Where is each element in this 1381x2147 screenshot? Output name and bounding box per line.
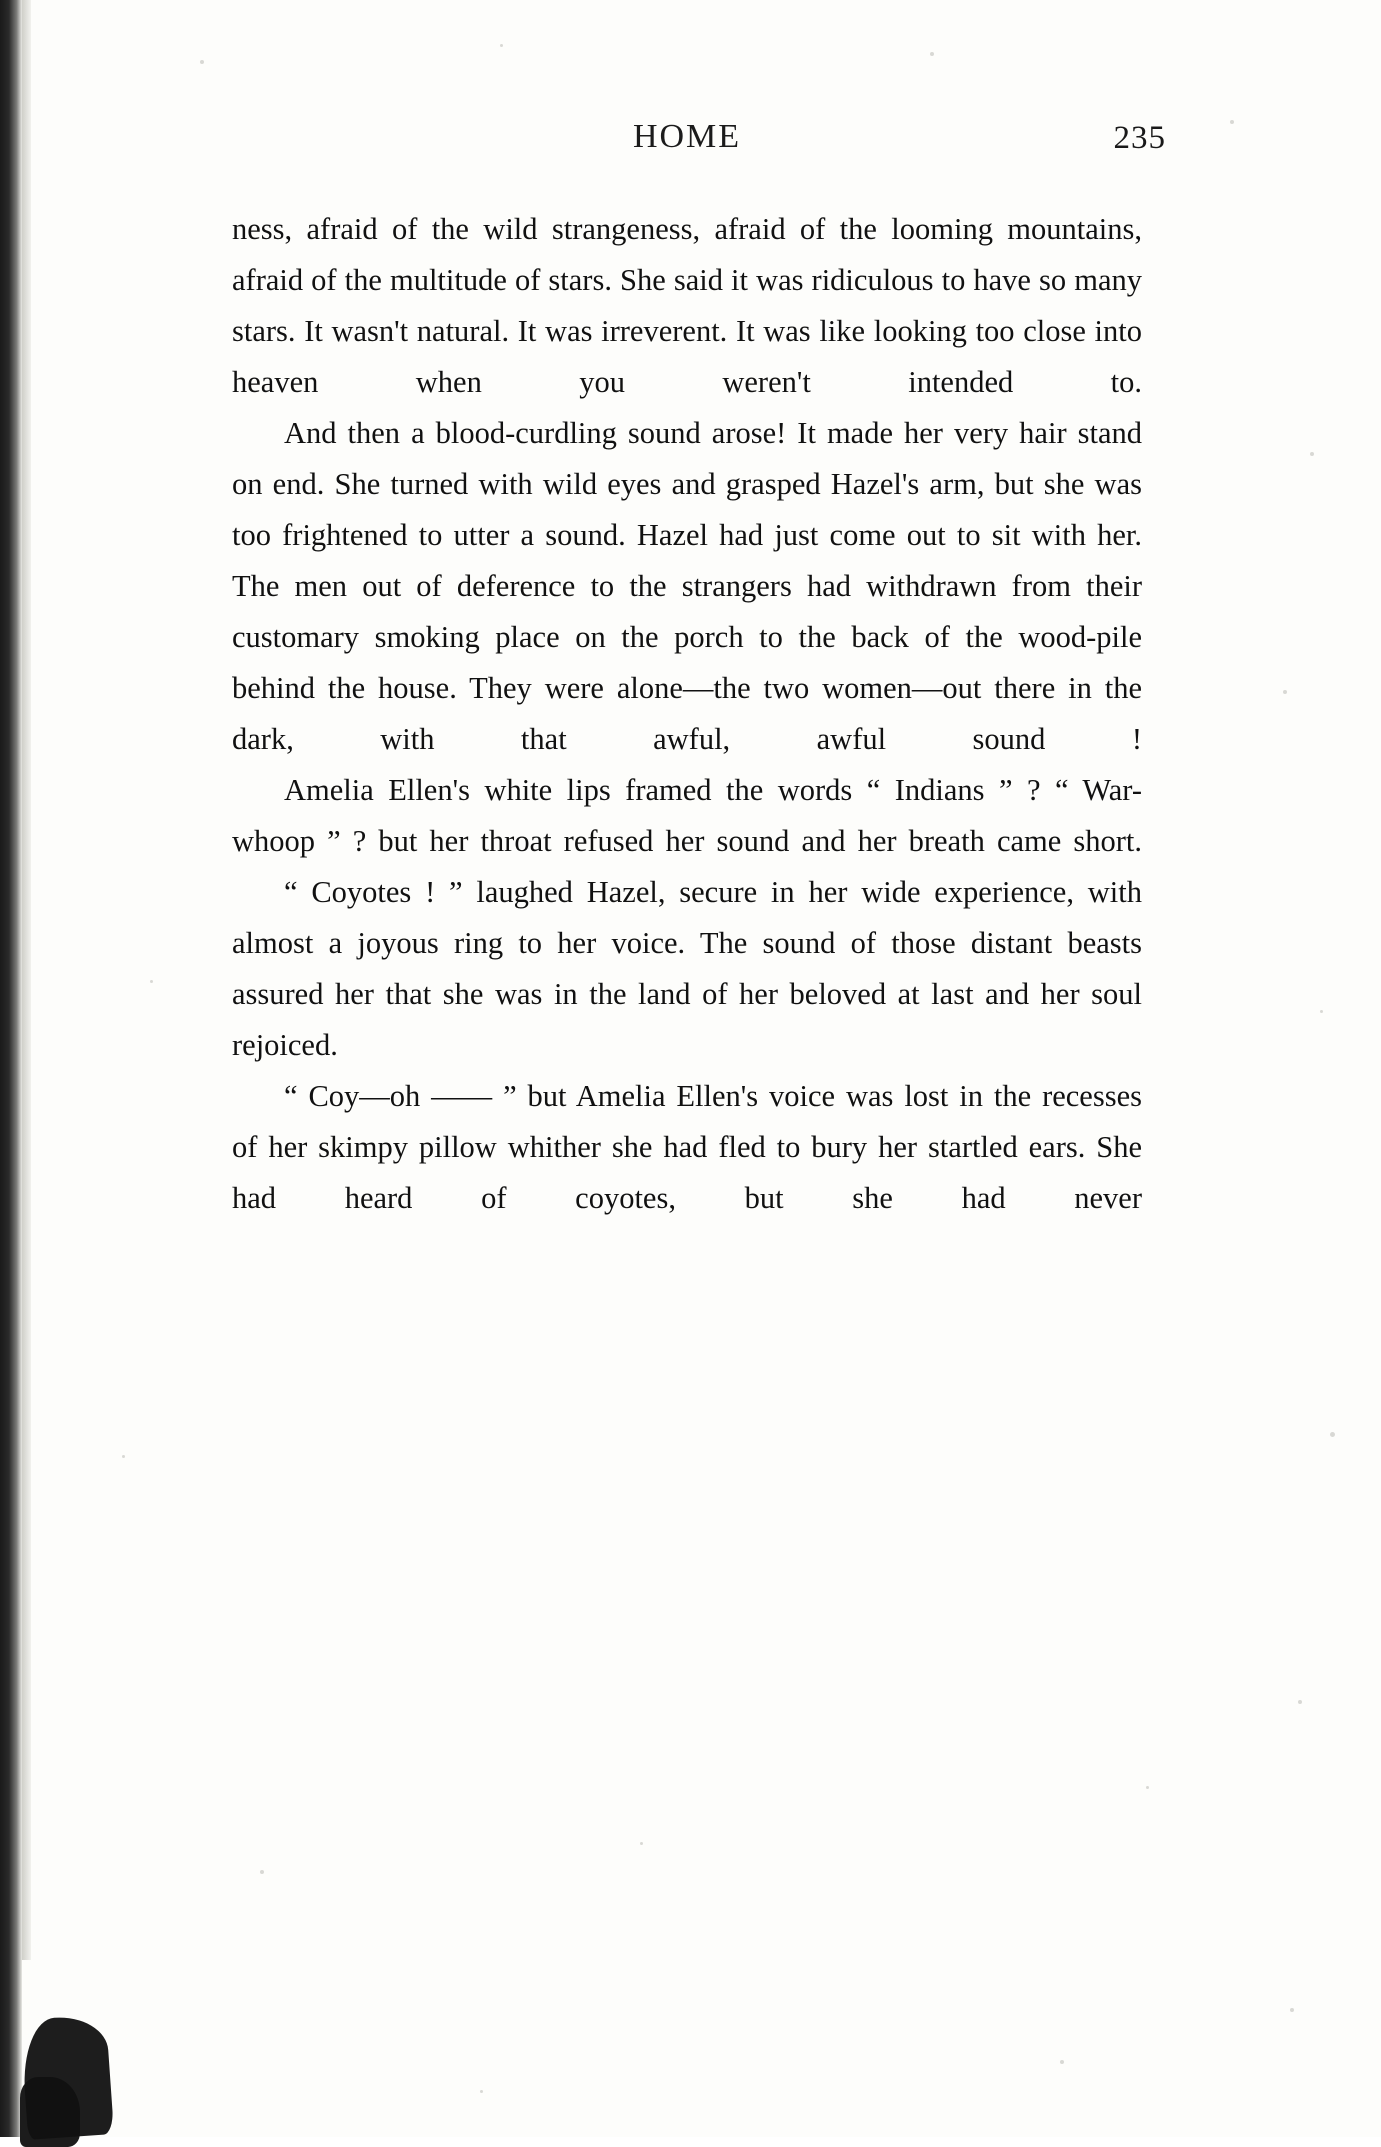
body-text (232, 204, 1142, 1224)
paragraph: “ Coy—oh —— ” but Amelia Ellen's voice was lost in the recesses of her skimpy pillow whither she had fled to bury her startled ears. She had heard of coyotes, but she had never (232, 1079, 1142, 1215)
scan-speck (1230, 120, 1234, 124)
scan-speck (640, 1842, 643, 1845)
scan-speck (1320, 1010, 1323, 1013)
scan-speck (1298, 1700, 1302, 1704)
scan-edge-left (0, 0, 22, 2137)
scan-speck (1060, 2060, 1064, 2064)
paragraph: And then a blood-curdling sound arose! It made her very hair stand on end. She turned with wild eyes and grasped Hazel's arm, but she was too frightened to utter a sound. Hazel had just come out to sit with her. The men out of deference to the strangers had withdrawn from their customary smoking place on the porch to the back of the wood-pile behind the house. They were alone—the two women—out there in the dark, with that awful, awful sound ! (232, 416, 1142, 756)
scan-speck (480, 2090, 483, 2093)
scan-speck (150, 980, 153, 983)
scan-speck (200, 60, 204, 64)
scan-speck (930, 52, 934, 56)
scan-speck (1310, 452, 1314, 456)
scan-speck (1283, 690, 1287, 694)
scan-speck (260, 1870, 264, 1874)
scan-edge-inner (22, 0, 31, 1960)
scan-speck (1330, 1432, 1335, 1437)
scan-speck (500, 44, 503, 47)
scan-speck (1146, 1786, 1149, 1789)
paragraph: “ Coyotes ! ” laughed Hazel, secure in her wide experience, with almost a joyous ring to her voice. The sound of those distant beasts assured her that she was in the land of her beloved at last and her soul rejoiced. (232, 875, 1142, 1062)
paragraph: Amelia Ellen's white lips framed the words “ Indians ” ? “ War-whoop ” ? but her throat refused her sound and her breath came short. (232, 773, 1142, 858)
page-header (232, 118, 1166, 182)
scan-speck (1290, 2008, 1294, 2012)
page-content (232, 118, 1166, 1224)
paragraph: ness, afraid of the wild strangeness, afraid of the looming mountains, afraid of the multitude of stars. She said it was ridiculous to have so many stars. It wasn't natural. It was irreverent. It was like looking too close into heaven when you weren't intended to. (232, 212, 1142, 399)
running-head: HOME (632, 118, 742, 155)
page-number: 235 (1113, 120, 1166, 156)
scan-speck (122, 1455, 125, 1458)
scan-artifact-bottom (20, 2014, 114, 2140)
